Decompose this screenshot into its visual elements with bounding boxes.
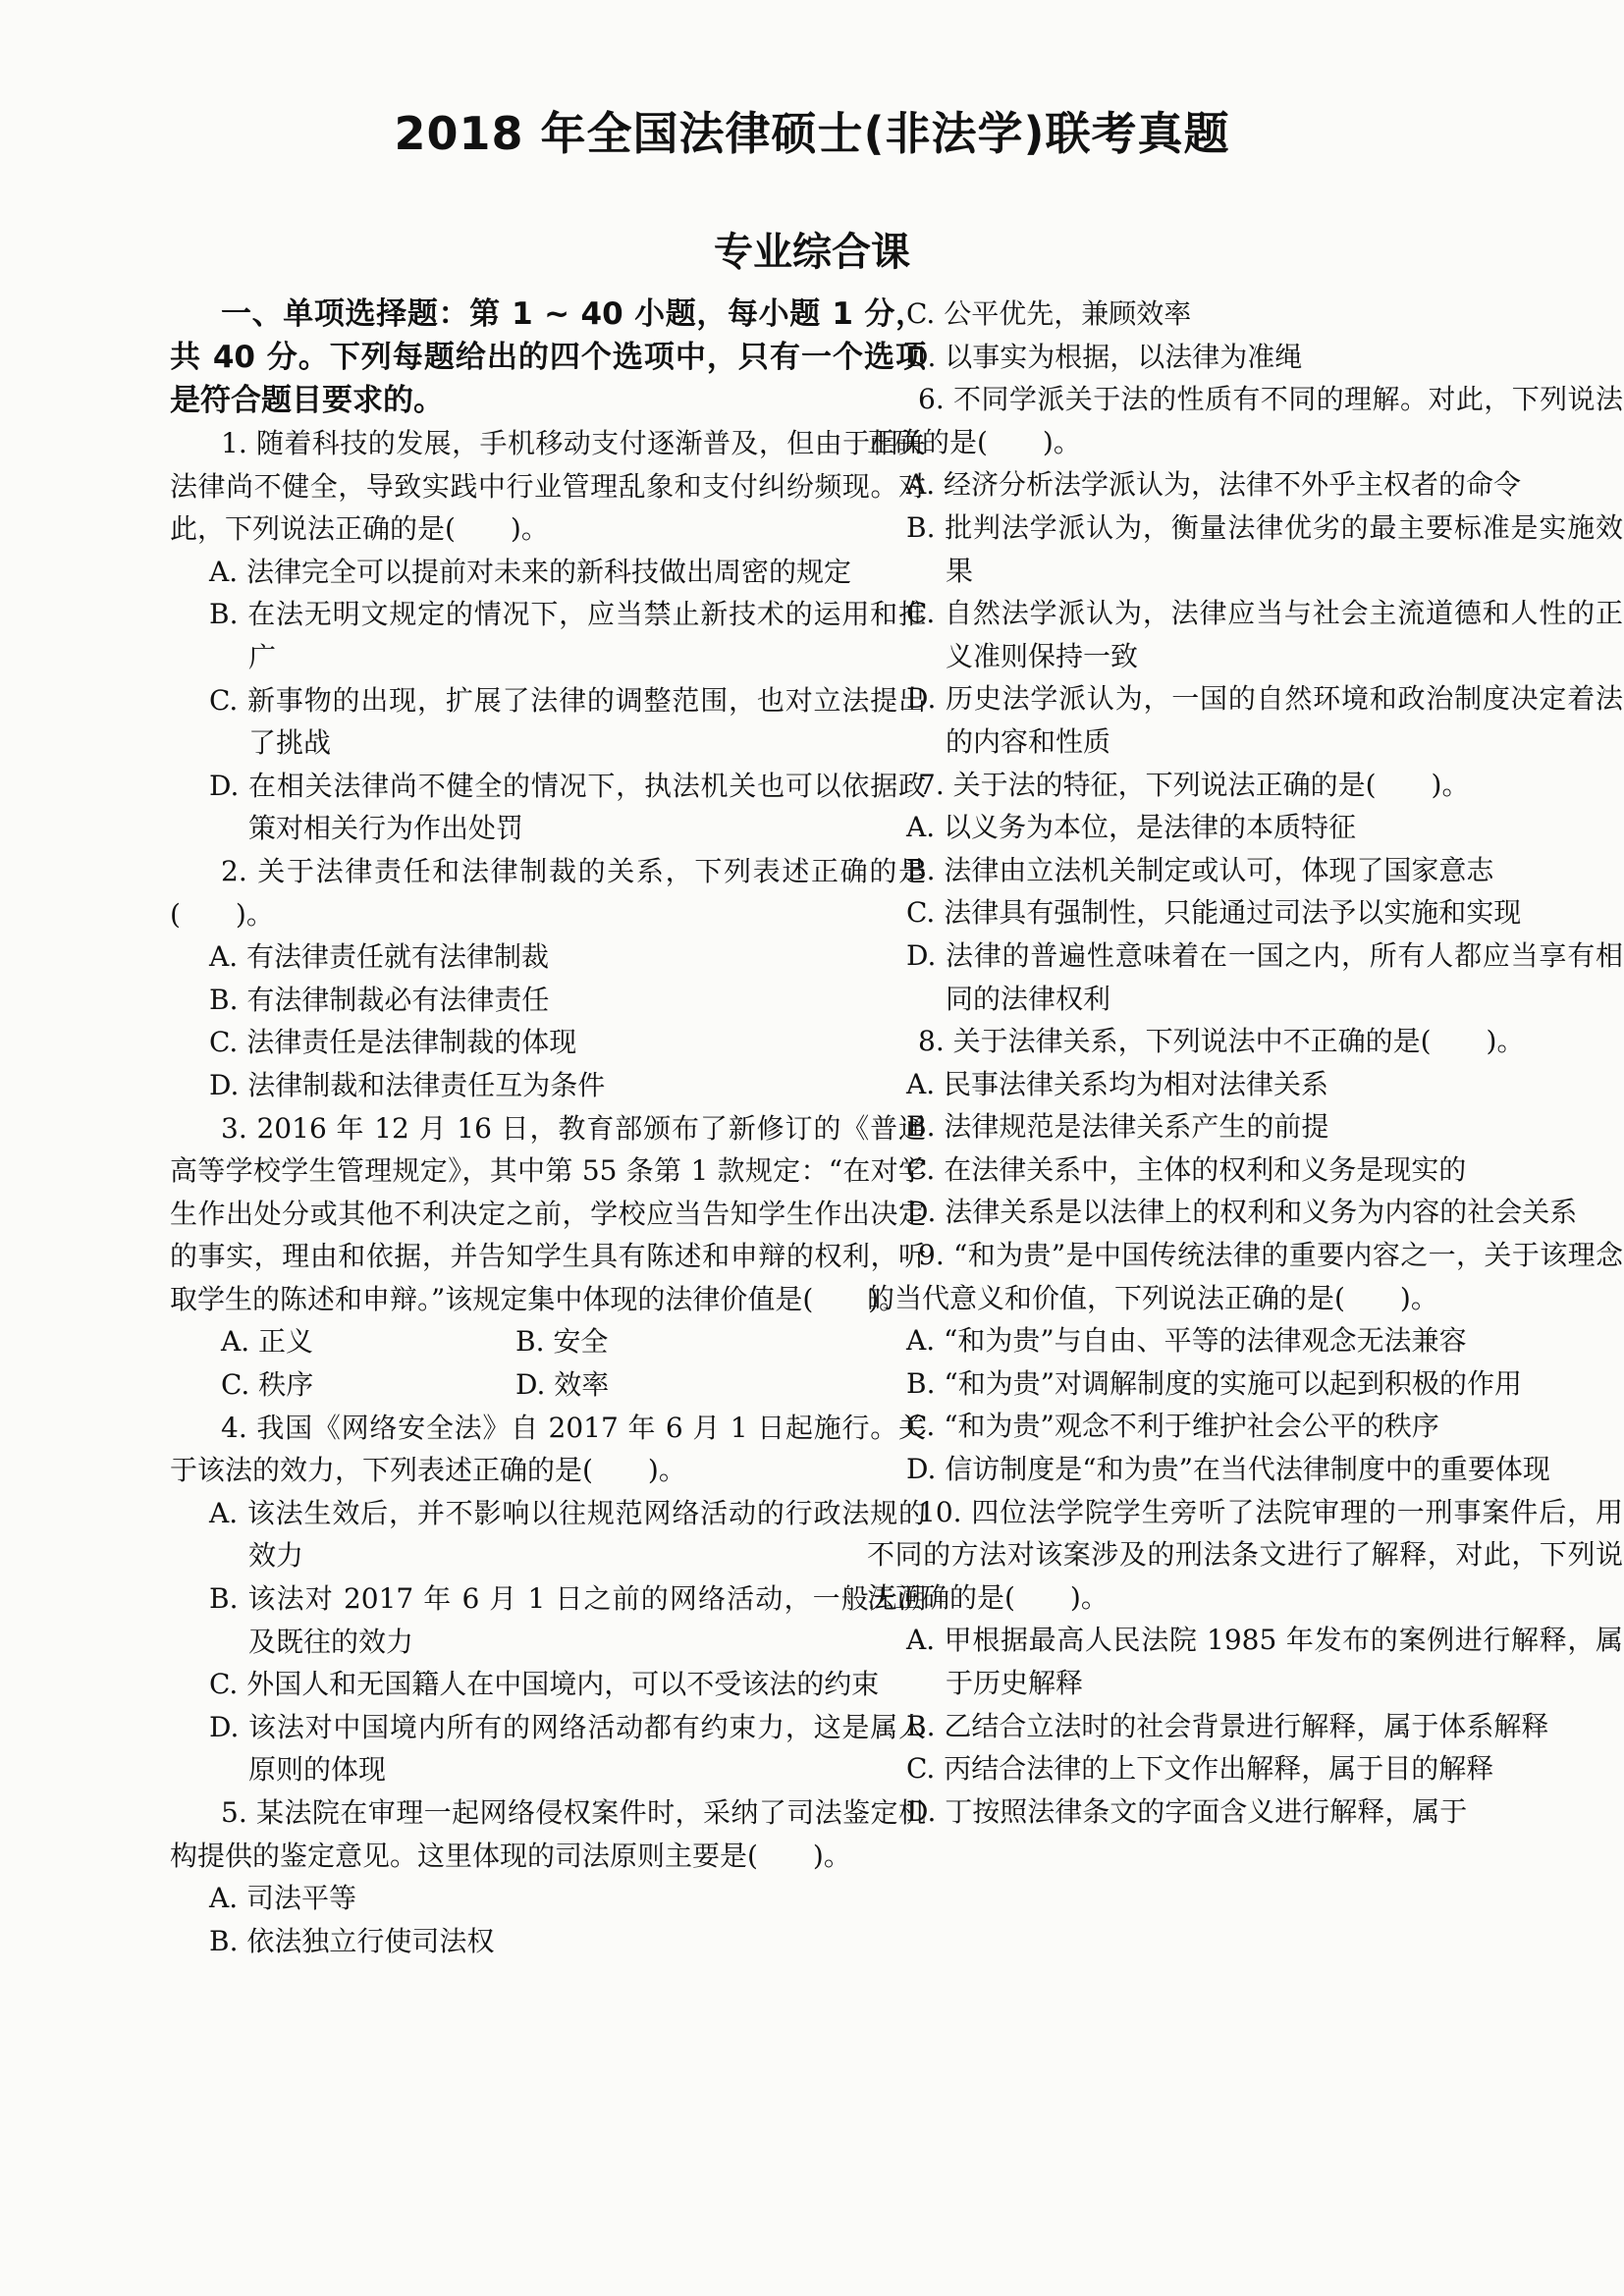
option-row [170, 1320, 926, 1363]
question-stem: 9. “和为贵”是中国传统法律的重要内容之一，关于该理念的当代意义和价值，下列说法正确的是( )。 [867, 1239, 1623, 1314]
option-c: C. 自然法学派认为，法律应当与社会主流道德和人性的正义准则保持一致 [906, 597, 1623, 672]
question-stem: 5. 某法院在审理一起网络侵权案件时，采纳了司法鉴定机构提供的鉴定意见。这里体现的司法原则主要是( )。 [170, 1796, 926, 1872]
option-b: B. 法律由立法机关制定或认可，体现了国家意志 [906, 853, 1494, 886]
option-a: A. 以义务为本位，是法律的本质特征 [906, 811, 1357, 844]
option-d: D. 法律关系是以法律上的权利和义务为内容的社会关系 [906, 1196, 1578, 1229]
question-5-continued [867, 293, 1623, 378]
option-d: D. 该法对中国境内所有的网络活动都有约束力，这是属人原则的体现 [209, 1710, 926, 1787]
option-d: D. 在相关法律尚不健全的情况下，执法机关也可以依据政策对相关行为作出处罚 [209, 769, 926, 845]
option-a: A. 民事法律关系均为相对法律关系 [906, 1067, 1329, 1100]
option-row [170, 1363, 926, 1407]
option-a: A. 法律完全可以提前对未来的新科技做出周密的规定 [209, 555, 852, 588]
option-c: C. “和为贵”观念不利于维护社会公平的秩序 [906, 1410, 1439, 1443]
question-6 [867, 378, 1623, 763]
option-b: B. 批判法学派认为，衡量法律优劣的最主要标准是实施效果 [906, 510, 1623, 587]
question-5 [170, 1791, 926, 1962]
question-stem: 10. 四位法学院学生旁听了法院审理的一刑事案件后，用不同的方法对该案涉及的刑法条文进行了解释，对此，下列说法正确的是( )。 [867, 1495, 1623, 1614]
page-title: 2018 年全国法律硕士(非法学)联考真题 [394, 107, 1230, 160]
option-c: C. 丙结合法律的上下文作出解释，属于目的解释 [906, 1752, 1494, 1786]
option-d: D. 丁按照法律条文的字面含义进行解释，属于 [906, 1794, 1468, 1828]
question-10 [867, 1491, 1623, 1834]
option-d: D. 效率 [515, 1368, 610, 1402]
option-d: D. 以事实为根据，以法律为准绳 [906, 340, 1303, 373]
option-c: C. 在法律关系中，主体的权利和义务是现实的 [906, 1152, 1467, 1186]
option-c: C. 法律具有强制性，只能通过司法予以实施和实现 [906, 896, 1522, 930]
option-a: A. 甲根据最高人民法院 1985 年发布的案例进行解释，属于历史解释 [906, 1624, 1623, 1699]
question-9 [867, 1234, 1623, 1491]
option-d: D. 历史法学派认为，一国的自然环境和政治制度决定着法的内容和性质 [906, 682, 1623, 758]
page-subtitle: 专业综合课 [714, 230, 910, 275]
question-stem: 8. 关于法律关系，下列说法中不正确的是( )。 [918, 1025, 1525, 1058]
option-a: A. 经济分析法学派认为，法律不外乎主权者的命令 [906, 468, 1522, 502]
question-3 [170, 1107, 926, 1407]
option-b: B. 法律规范是法律关系产生的前提 [906, 1110, 1329, 1144]
option-d: D. 信访制度是“和为贵”在当代法律制度中的重要体现 [906, 1453, 1550, 1486]
question-stem: 4. 我国《网络安全法》自 2017 年 6 月 1 日起施行。关于该法的效力，下列表述正确的是( )。 [170, 1411, 926, 1487]
option-c: C. 公平优先，兼顾效率 [906, 297, 1192, 330]
question-1 [170, 422, 926, 850]
option-b: B. 依法独立行使司法权 [209, 1924, 495, 1957]
option-c: C. 秩序 [221, 1368, 314, 1402]
question-7 [867, 764, 1623, 1021]
section-instruction: 一、单项选择题：第 1 ~ 40 小题，每小题 1 分，共 40 分。下列每题给出的四个选项中，只有一个选项是符合题目要求的。 [170, 296, 926, 418]
option-b: B. “和为贵”对调解制度的实施可以起到积极的作用 [906, 1366, 1523, 1400]
question-stem: 7. 关于法的特征，下列说法正确的是( )。 [918, 768, 1470, 801]
option-b: B. 该法对 2017 年 6 月 1 日之前的网络活动，一般无溯及既往的效力 [209, 1582, 926, 1658]
option-a: A. 该法生效后，并不影响以往规范网络活动的行政法规的效力 [209, 1496, 926, 1573]
option-b: B. 乙结合立法时的社会背景进行解释，属于体系解释 [906, 1709, 1549, 1742]
option-d: D. 法律的普遍性意味着在一国之内，所有人都应当享有相同的法律权利 [906, 938, 1623, 1015]
question-2 [170, 850, 926, 1107]
left-column [170, 293, 926, 1962]
option-a: A. 有法律责任就有法律制裁 [209, 940, 550, 974]
question-stem: 2. 关于法律责任和法律制裁的关系，下列表述正确的是( )。 [170, 854, 926, 931]
option-b: B. 有法律制裁必有法律责任 [209, 983, 550, 1016]
option-a: A. 司法平等 [209, 1882, 357, 1915]
option-a: A. “和为贵”与自由、平等的法律观念无法兼容 [906, 1324, 1467, 1358]
question-4 [170, 1407, 926, 1791]
option-b: B. 安全 [515, 1325, 609, 1359]
option-c: C. 外国人和无国籍人在中国境内，可以不受该法的约束 [209, 1668, 880, 1701]
question-stem: 3. 2016 年 12 月 16 日，教育部颁布了新修订的《普通高等学校学生管理规定》，其中第 55 条第 1 款规定：“在对学生作出处分或其他不利决定之前，学校应当告知学生作出决定的事实，理由和依据，并告知学生具有陈述和申辩的权利，听取学生的陈述和申辩。”该规定集中体现的法律价值是( )。 [170, 1111, 926, 1315]
option-b: B. 在法无明文规定的情况下，应当禁止新技术的运用和推广 [209, 598, 926, 673]
question-8 [867, 1020, 1623, 1234]
question-stem: 1. 随着科技的发展，手机移动支付逐渐普及，但由于相关法律尚不健全，导致实践中行业管理乱象和支付纠纷频现。对此，下列说法正确的是( )。 [170, 427, 926, 546]
option-d: D. 法律制裁和法律责任互为条件 [209, 1068, 606, 1101]
right-column [867, 293, 1623, 1833]
question-stem: 6. 不同学派关于法的性质有不同的理解。对此，下列说法正确的是( )。 [867, 383, 1623, 458]
option-c: C. 新事物的出现，扩展了法律的调整范围，也对立法提出了挑战 [209, 683, 926, 760]
option-a: A. 正义 [221, 1325, 314, 1359]
option-c: C. 法律责任是法律制裁的体现 [209, 1026, 577, 1059]
